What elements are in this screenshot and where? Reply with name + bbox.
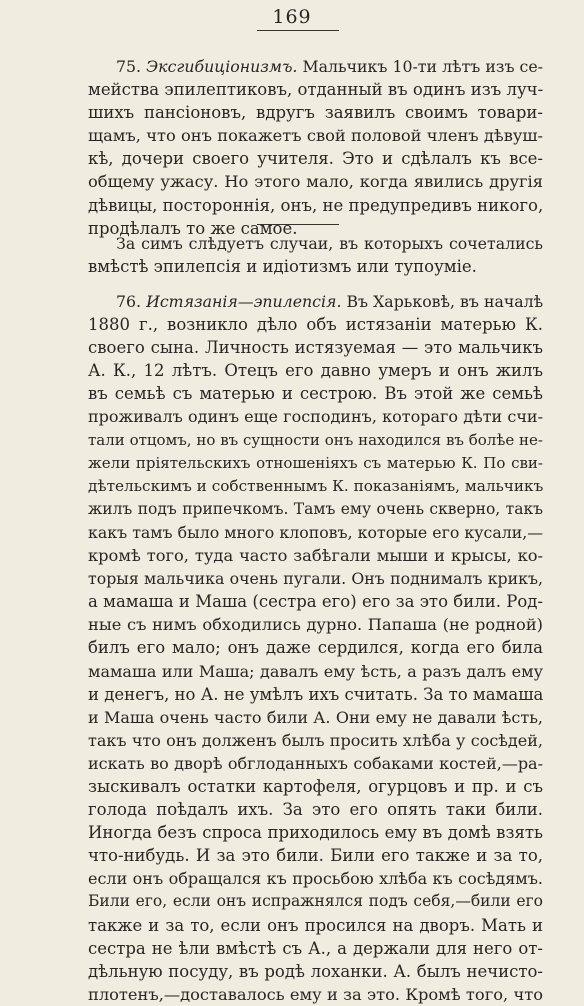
case-76-line: кромѣ того, туда часто забѣгали мыши и крысы, ко-	[88, 546, 543, 566]
case-76-line: проживалъ одинъ еще господинъ, котораго дѣти счи-	[88, 407, 543, 427]
case-75-line: кѣ, дочери своего учителя. Это и сдѣлалъ къ все-	[88, 149, 543, 169]
case-76-line: и денегъ, но А. не умѣлъ ихъ считать. За то мамаша	[88, 684, 544, 704]
case-75-paragraph	[88, 55, 543, 240]
case-76-line: искать во дворѣ обглоданныхъ собаками костей,—ра-	[88, 753, 543, 773]
case-76-line: Иногда безъ спроса приходилось ему въ домѣ взять	[88, 823, 543, 843]
case-75-title: Эксгибиціонизмъ.	[146, 57, 298, 76]
case-76-line: такъ что онъ долженъ былъ просить хлѣба у сосѣдей,	[88, 730, 543, 750]
header-rule	[257, 30, 339, 31]
case-76-line: какъ тамъ было много клоповъ, которые его кусали,—	[88, 522, 543, 542]
case-76-line: мамаша или Маша; давалъ ему ѣсть, а разъ далъ ему	[88, 661, 543, 681]
case-75-line: продѣлалъ то же самое.	[88, 218, 298, 238]
case-75-line: шихъ пансіоновъ, вдругъ заявилъ своимъ товари-	[88, 103, 543, 123]
section-divider	[257, 224, 339, 225]
case-75-line: общему ужасу. Но этого мало, когда явились другія	[88, 172, 543, 192]
case-76-line: плотенъ,—доставалось ему и за это. Кромѣ того, что	[88, 984, 543, 1004]
case-76-line: дѣльную посуду, въ родѣ лоханки. А. былъ нечисто-	[88, 961, 543, 981]
case-76-line: торыя мальчика очень пугали. Онъ поднималъ крикъ,	[88, 569, 543, 589]
case-75-line: дѣвицы, постороннія, онъ, не предупредивъ никого,	[88, 195, 544, 215]
case-76-line: а мамаша и Маша (сестра его) его за это били. Род-	[88, 592, 543, 612]
case-76-line: Били его, если онъ испражнялся подъ себя,—били его	[88, 892, 543, 911]
case-75-first-line-text: Мальчикъ 10-ти лѣтъ изъ се-	[302, 57, 543, 76]
case-76-line: 1880 г., возникло дѣло объ истязаніи матерью К.	[88, 315, 543, 335]
intro-line: За симъ слѣдуетъ случаи, въ которыхъ сочетались	[116, 234, 543, 253]
case-76-line: голода поѣдалъ ихъ. За это его опять таки били.	[88, 800, 543, 820]
case-76-first-line-text: Въ Харьковѣ, въ началѣ	[346, 292, 544, 311]
case-76-line: билъ его мало; онъ даже сердился, когда его била	[88, 638, 543, 658]
case-76-line: въ семьѣ съ матерью и сестрою. Въ этой же семьѣ	[88, 384, 543, 404]
case-76-line: что-нибудь. И за это били. Били его также и за то,	[88, 846, 543, 866]
case-76-line: также и за то, если онъ просился на дворъ. Мать и	[88, 915, 543, 935]
case-76-line: жилъ подъ припечкомъ. Тамъ ему очень скверно, такъ	[88, 499, 543, 518]
intro-line: вмѣстѣ эпилепсія и идіотизмъ или тупоуміе.	[88, 257, 477, 277]
case-75-number: 75.	[116, 57, 142, 76]
case-76-line: дѣтельскимъ и собственнымъ К. показаніямъ, мальчикъ	[88, 476, 544, 495]
case-76-line: и Маша очень часто били А. Они ему не давали ѣсть,	[88, 707, 543, 727]
case-76-line: жели пріятельскихъ отношеніяхъ съ матерью К. По сви-	[88, 453, 543, 472]
case-76-line: зыскивалъ остатки картофеля, огурцовъ и пр. и съ	[88, 776, 543, 796]
intro-paragraph	[88, 232, 543, 278]
case-76-paragraph	[88, 290, 543, 1006]
case-76-line: А. К., 12 лѣтъ. Отецъ его давно умеръ и онъ жилъ	[88, 361, 543, 381]
case-76-number: 76.	[116, 292, 142, 311]
case-76-line: тали отцомъ, но въ сущности онъ находился въ болѣе не-	[88, 430, 543, 449]
case-76-title: Истязанія—эпилепсія.	[146, 292, 342, 311]
case-76-line: ные съ нимъ обходились дурно. Папаша (не родной)	[88, 615, 543, 635]
case-76-line: своего сына. Личность истязуемая — это мальчикъ	[88, 338, 543, 358]
case-76-line: сестра не ѣли вмѣстѣ съ А., а держали для него от-	[88, 938, 543, 958]
case-76-line: если онъ обращался къ просьбою хлѣба къ сосѣдямъ.	[88, 869, 543, 889]
case-75-line: мейства эпилептиковъ, отданный въ одинъ изъ луч-	[88, 80, 544, 100]
case-75-first-line	[88, 55, 543, 78]
case-76-first-line	[88, 290, 543, 313]
page-number: 169	[272, 6, 312, 28]
case-75-line: щамъ, что онъ покажетъ свой половой членъ дѣвуш-	[88, 126, 543, 146]
